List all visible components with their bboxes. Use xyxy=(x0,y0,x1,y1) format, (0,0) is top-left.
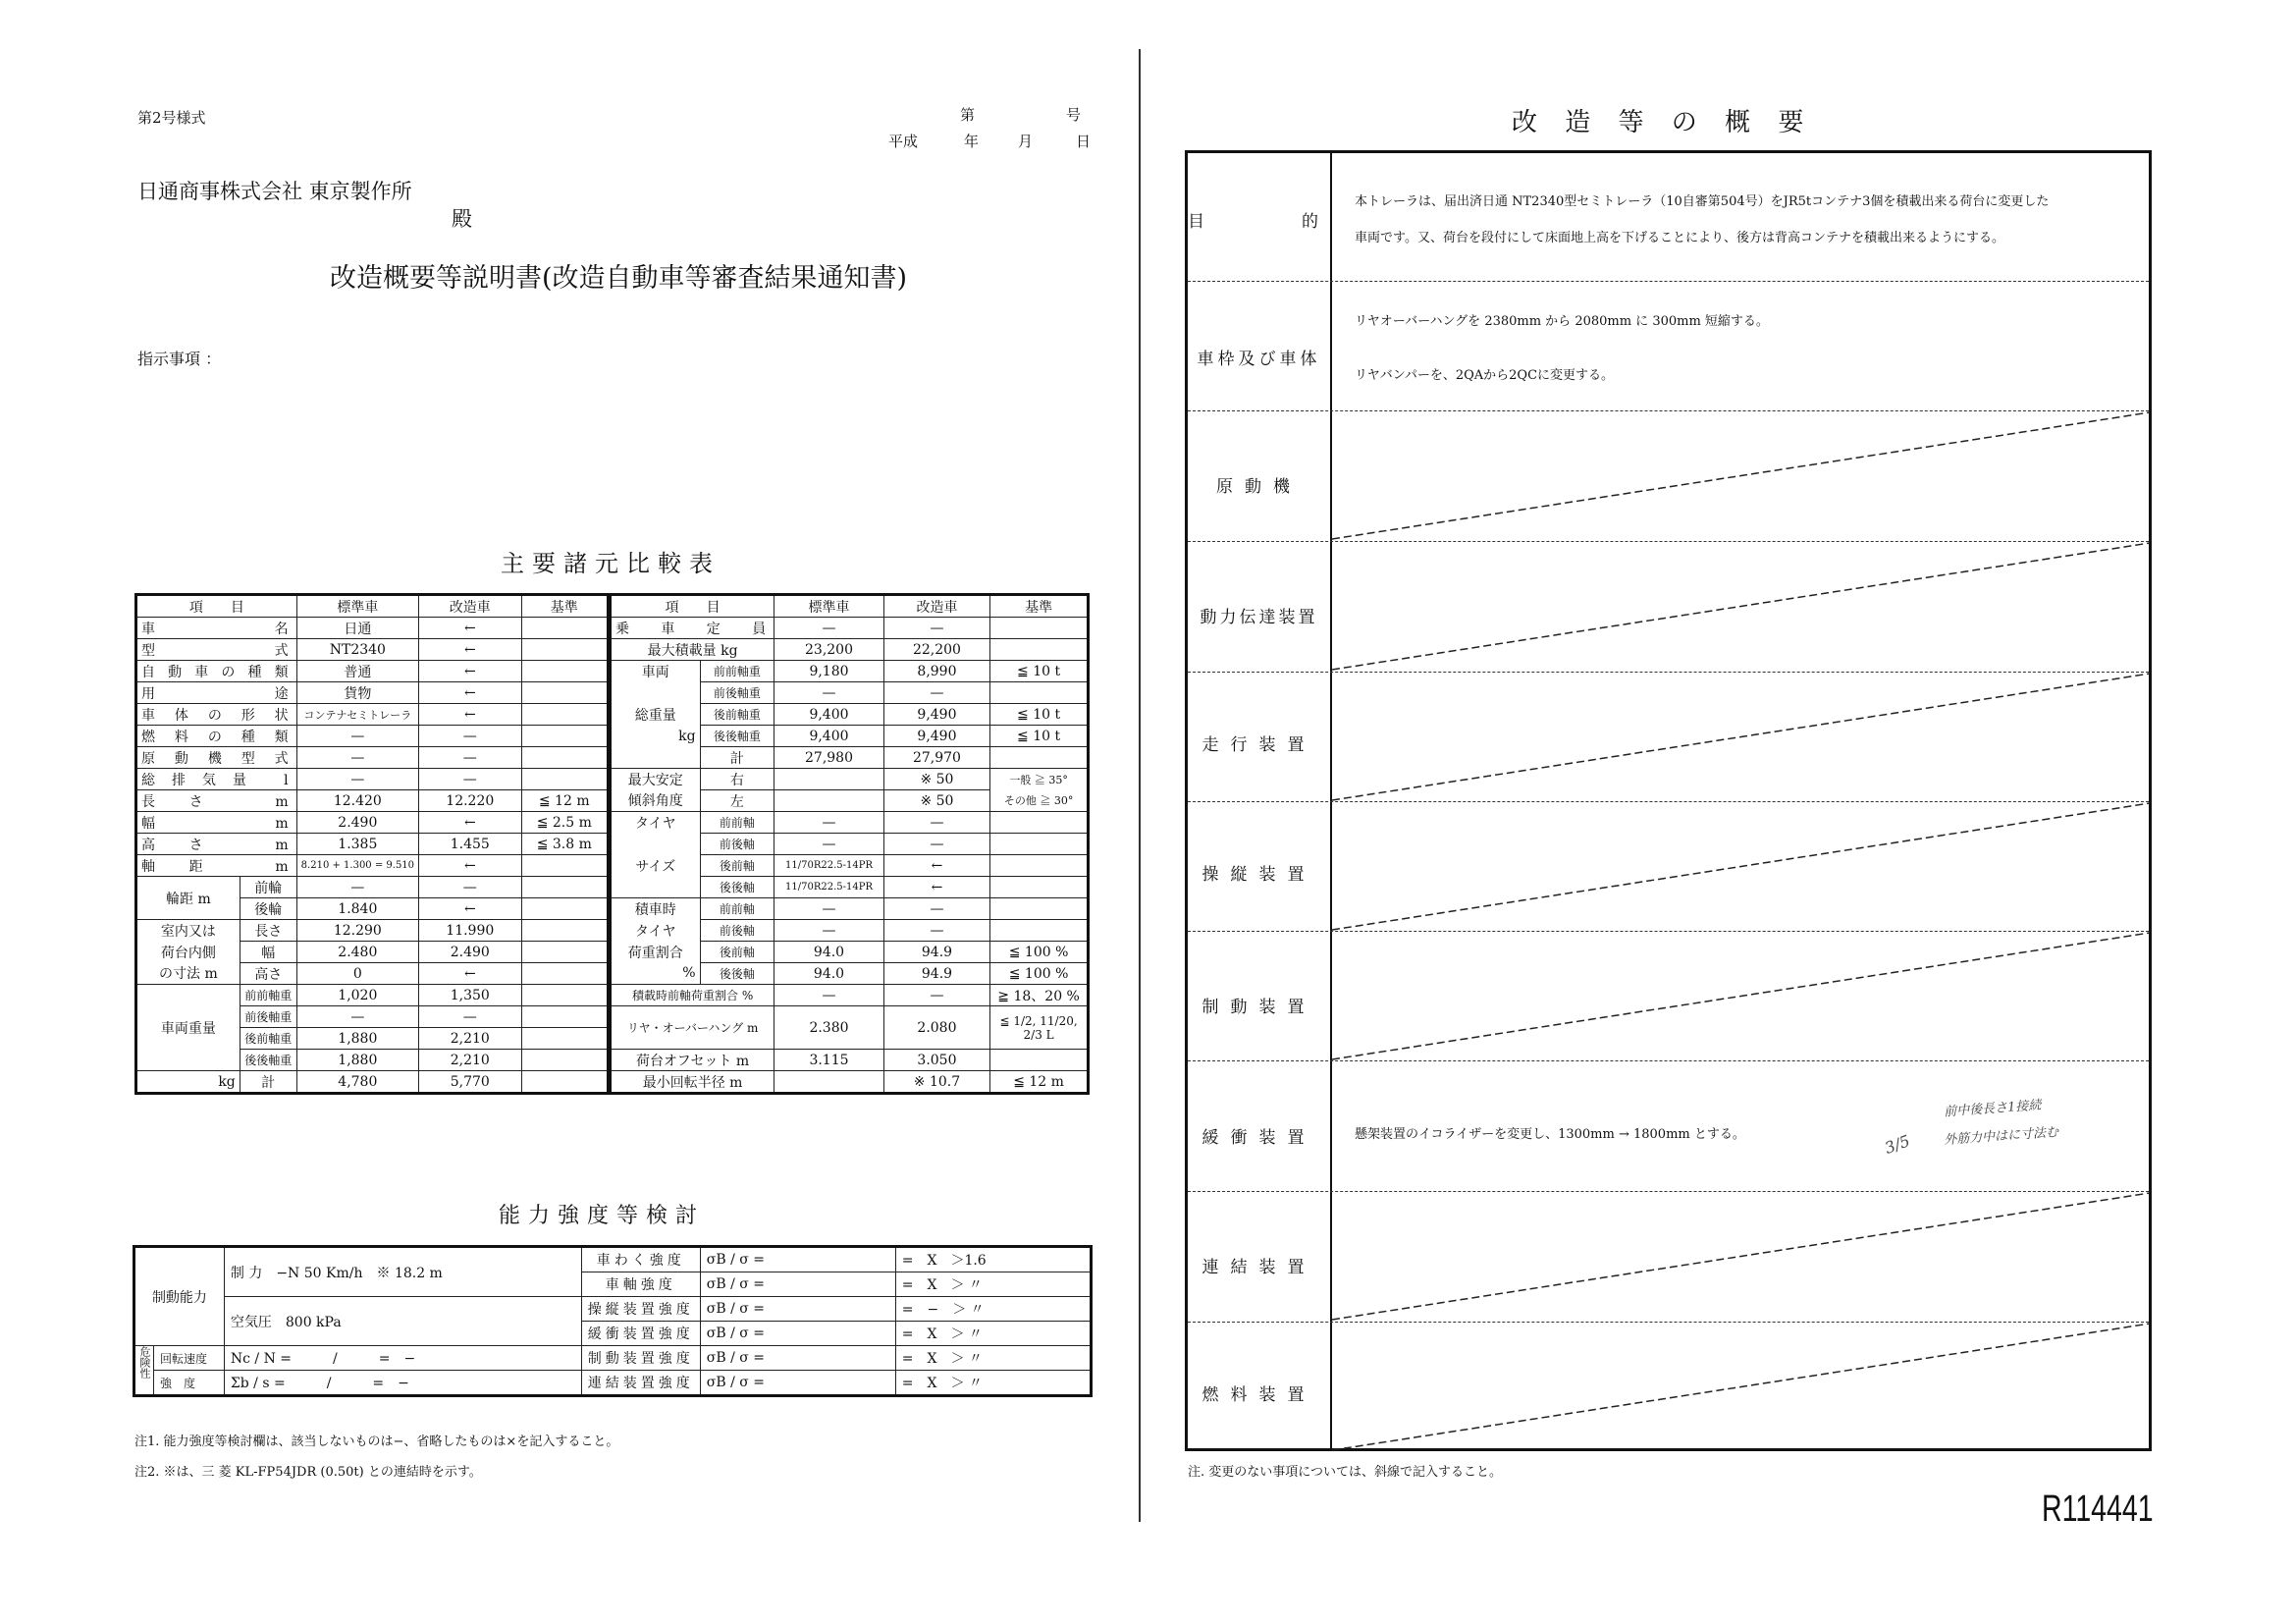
table-row: 車両重量 前前軸重 1,020 1,350 xyxy=(136,985,609,1006)
unchanged-slash xyxy=(1332,541,2152,672)
table-row: 前後軸重 — — xyxy=(611,682,1089,704)
table-row: 後輪 1.840 ← xyxy=(136,898,609,920)
capacity-table-title: 能力強度等検討 xyxy=(499,1204,706,1228)
unchanged-slash xyxy=(1332,1191,2152,1322)
table-row: 制動能力 制 力 −N 50 Km/h ※ 18.2 m 車わく強度 σB / σ = = X ＞1.6 xyxy=(134,1247,1092,1272)
row-label-power-transmission: 動力伝達装置 xyxy=(1200,608,1318,627)
table-row: 前後軸重 — — xyxy=(136,1006,609,1028)
table-row: 積載時前軸荷重割合 % — — ≧ 18、20 % xyxy=(611,985,1089,1006)
row-divider xyxy=(1188,281,2149,282)
header-modified: 改造車 xyxy=(419,595,522,618)
unchanged-slash xyxy=(1332,931,2152,1061)
table-row: リヤ・オーバーハング m 2.380 2.080 ≦ 1/2, 11/20, 2/3 L xyxy=(611,1006,1089,1050)
table-row: 室内又は 長さ 12.290 11.990 xyxy=(136,920,609,942)
note-2: 注2. ※は、三 菱 KL-FP54JDR (0.50t) との連結時を示す。 xyxy=(134,1465,482,1480)
note-1: 注1. 能力強度等検討欄は、該当しないものは−、省略したものは×を記入すること。 xyxy=(134,1435,619,1449)
purpose-line-1: 本トレーラは、届出済日通 NT2340型セミトレーラ（10自審第504号）をJR5tコンテナ3個を積載出来る荷台に変更した xyxy=(1355,194,2050,209)
honorific: 殿 xyxy=(452,207,472,231)
table-row: 軸距 m 8.210 + 1.300 = 9.510 ← xyxy=(136,855,609,877)
spec-table-left xyxy=(134,593,610,1095)
table-row: 幅 m 2.490 ← ≦ 2.5 m xyxy=(136,812,609,834)
table-row: 後後軸重 1,880 2,210 xyxy=(136,1050,609,1071)
table-row: 強 度 Σb / s = / = − 連結装置強度 σB / σ = = X ＞ 〃 xyxy=(134,1371,1092,1396)
date-day: 日 xyxy=(1076,133,1092,150)
table-row: 長さ m 12.420 12.220 ≦ 12 m xyxy=(136,790,609,812)
spec-header-row: 項 目 標準車 改造車 基準 xyxy=(611,595,1089,618)
table-row: サイズ 後前軸 11/70R22.5-14PR ← xyxy=(611,855,1089,877)
addressee: 日通商事株式会社 東京製作所 xyxy=(137,180,412,203)
number-label: 第 号 xyxy=(960,106,1094,124)
date-year: 年 xyxy=(964,133,980,150)
table-row: 荷台内側 幅 2.480 2.490 xyxy=(136,942,609,963)
table-row: kg 計 4,780 5,770 xyxy=(136,1071,609,1094)
document-id: R114441 xyxy=(2042,1489,2154,1530)
table-row: の寸法 m 高さ 0 ← xyxy=(136,963,609,985)
header-item: 項 目 xyxy=(136,595,297,618)
table-row: 最大積載量 kg 23,200 22,200 xyxy=(611,639,1089,661)
header-criterion: 基準 xyxy=(521,595,608,618)
table-row: 前後軸 — — xyxy=(611,834,1089,855)
form-number: 第2号様式 xyxy=(137,109,206,127)
row-label-suspension: 緩衝装置 xyxy=(1201,1128,1316,1148)
spec-table-right xyxy=(609,593,1090,1095)
handwritten-note-2: 外筋力中はに寸法む xyxy=(1943,1124,2059,1149)
table-row: 車両 前前軸重 9,180 8,990 ≦ 10 t xyxy=(611,661,1089,682)
table-row: 輪距 m 前輪 — — xyxy=(136,877,609,898)
overview-note: 注. 変更のない事項については、斜線で記入すること。 xyxy=(1188,1465,1503,1480)
date-era: 平成 xyxy=(888,133,919,150)
table-row: 荷台オフセット m 3.115 3.050 xyxy=(611,1050,1089,1071)
table-row: 荷重割合 後前軸 94.0 94.9 ≦ 100 % xyxy=(611,942,1089,963)
braking-line2: 空気圧 800 kPa xyxy=(224,1297,581,1346)
purpose-line-2: 車両です。又、荷台を段付にして床面地上高を下げることにより、後方は背高コンテナを積載出来るようにする。 xyxy=(1355,231,2004,245)
table-row: 計 27,980 27,970 xyxy=(611,747,1089,769)
braking-line1: 制 力 −N 50 Km/h ※ 18.2 m xyxy=(224,1247,581,1297)
unchanged-slash xyxy=(1332,1322,2152,1452)
spec-header-row xyxy=(136,595,609,618)
page-title: 改造概要等説明書(改造自動車等審査結果通知書) xyxy=(330,263,908,294)
overview-table xyxy=(1185,150,2152,1451)
table-row: 最大安定 右 ※ 50 一般 ≧ 35° xyxy=(611,769,1089,790)
instructions-label: 指示事項 ： xyxy=(137,350,222,368)
table-row: 乗車定員 — — xyxy=(611,618,1089,639)
row-label-engine: 原動機 xyxy=(1216,477,1302,497)
row-label-steering: 操縦装置 xyxy=(1201,865,1316,885)
row-label-coupling: 連結装置 xyxy=(1201,1258,1316,1277)
table-row: 燃料の種類 — — xyxy=(136,726,609,747)
table-row: 傾斜角度 左 ※ 50 その他 ≧ 30° xyxy=(611,790,1089,812)
table-row: kg 後後軸重 9,400 9,490 ≦ 10 t xyxy=(611,726,1089,747)
frame-line-1: リヤオーバーハングを 2380mm から 2080mm に 300mm 短縮する。 xyxy=(1355,314,1769,329)
table-row: 空気圧 800 kPa 操縦装置強度 σB / σ = = − ＞ 〃 xyxy=(134,1297,1092,1322)
table-row: 総重量 後前軸重 9,400 9,490 ≦ 10 t xyxy=(611,704,1089,726)
table-row: タイヤ 前前軸 — — xyxy=(611,812,1089,834)
row-divider xyxy=(1188,1060,2149,1061)
suspension-line-1: 懸架装置のイコライザーを変更し、1300mm → 1800mm とする。 xyxy=(1355,1123,1745,1142)
table-row: 後前軸重 1,880 2,210 xyxy=(136,1028,609,1050)
overview-title: 改 造 等 の 概 要 xyxy=(1512,108,1814,137)
row-label-fuel-system: 燃料装置 xyxy=(1201,1385,1316,1405)
table-row: 用途 貨物 ← xyxy=(136,682,609,704)
table-row: 総排気量 l — — xyxy=(136,769,609,790)
table-row: 型式 NT2340 ← xyxy=(136,639,609,661)
table-row: 車名 日通 ← xyxy=(136,618,609,639)
table-row: 最小回転半径 m ※ 10.7 ≦ 12 m xyxy=(611,1071,1089,1094)
table-row: 危険性 回転速度 Nc / N = / = − 制動装置強度 σB / σ = = X ＞ 〃 xyxy=(134,1346,1092,1371)
unchanged-slash xyxy=(1332,801,2152,932)
table-row: 車軸強度 σB / σ = = X ＞ 〃 xyxy=(134,1272,1092,1297)
table-row: 積車時 前前軸 — — xyxy=(611,898,1089,920)
table-row: 車体の形状 コンテナセミトレーラ ← xyxy=(136,704,609,726)
handwritten-note-1: 前中後長さ1接続 xyxy=(1943,1098,2042,1120)
unchanged-slash xyxy=(1332,672,2152,802)
spec-table-title: 主要諸元比較表 xyxy=(501,550,721,577)
date-month: 月 xyxy=(1018,133,1034,150)
capacity-table xyxy=(133,1245,1093,1397)
table-row: % 後後軸 94.0 94.9 ≦ 100 % xyxy=(611,963,1089,985)
row-label-brakes: 制動装置 xyxy=(1201,998,1316,1017)
header-standard: 標準車 xyxy=(296,595,418,618)
table-row: 後後軸 11/70R22.5-14PR ← xyxy=(611,877,1089,898)
row-label-purpose: 目 的 xyxy=(1188,212,1330,232)
table-row: 高さ m 1.385 1.455 ≦ 3.8 m xyxy=(136,834,609,855)
row-label-frame-body: 車枠及び車体 xyxy=(1197,350,1321,369)
table-row: 原動機型式 — — xyxy=(136,747,609,769)
table-row: 自動車の種類 普通 ← xyxy=(136,661,609,682)
table-row: 緩衝装置強度 σB / σ = = X ＞ 〃 xyxy=(134,1322,1092,1346)
row-label-running-gear: 走行装置 xyxy=(1201,735,1316,755)
page-divider xyxy=(1139,49,1141,1522)
frame-line-2: リヤバンパーを、2QAから2QCに変更する。 xyxy=(1355,368,1615,383)
braking-label: 制動能力 xyxy=(134,1247,225,1346)
unchanged-slash xyxy=(1332,410,2152,541)
handwritten-mark: 3/5 xyxy=(1882,1131,1913,1158)
table-row: タイヤ 前後軸 — — xyxy=(611,920,1089,942)
